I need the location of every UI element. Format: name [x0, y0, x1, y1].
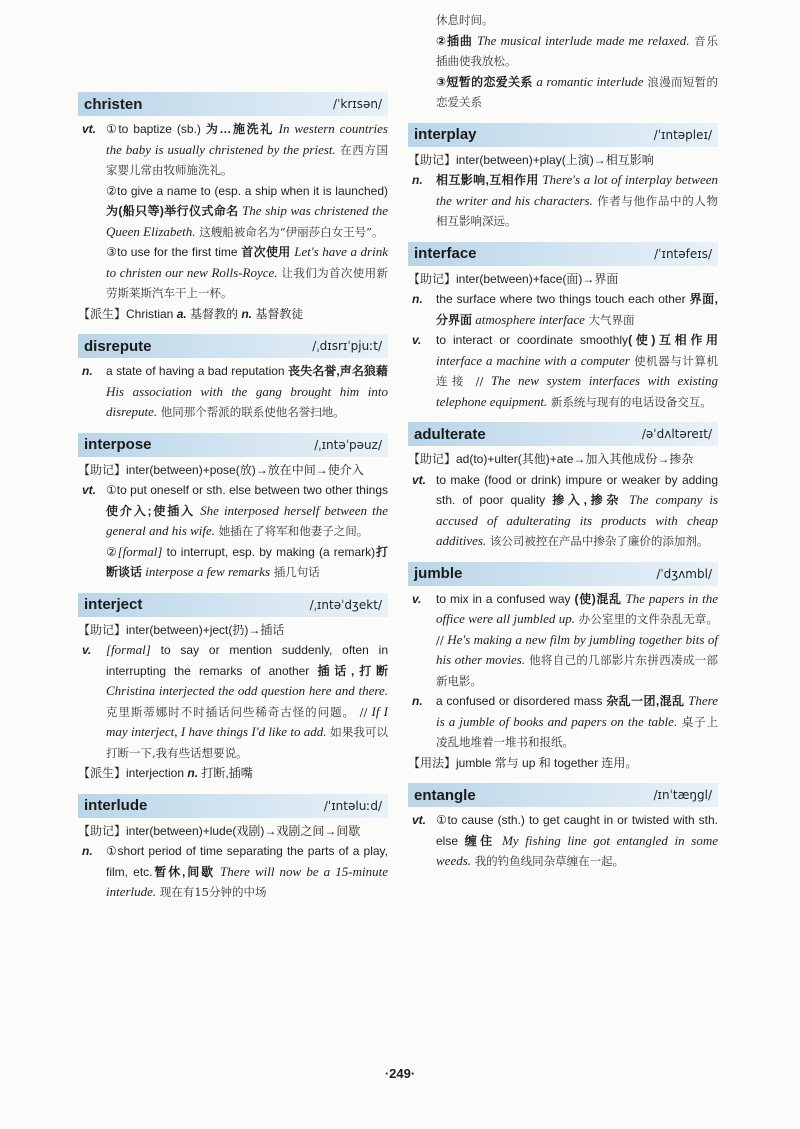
headword: interject	[84, 596, 143, 613]
definition-text: 这艘船被命名为“伊丽莎白女王号”。	[195, 224, 384, 239]
definition-text: a romantic interlude	[532, 73, 644, 89]
definition-para	[106, 480, 388, 542]
entry-adulterate	[408, 422, 718, 552]
definition-para	[106, 361, 388, 423]
note-text: 基督教徒	[252, 306, 304, 321]
headword: interpose	[84, 436, 152, 453]
definition-para	[106, 242, 388, 304]
note-text: 【助记】inter(between)+ject(扔)→插话	[78, 622, 285, 637]
headword-bar	[408, 422, 718, 446]
note-text: a.	[176, 306, 187, 321]
definition-text: ②插曲	[436, 33, 473, 48]
definition-text: There will now be a 15-minute interlude.	[106, 863, 388, 899]
definition-text: 暂休,间歇	[152, 864, 215, 879]
headword: christen	[84, 95, 143, 113]
note-text: 【助记】ad(to)+ulter(其他)+ate→加入其他成份→掺杂	[408, 452, 694, 466]
definition-text: to mix in a confused way	[436, 591, 575, 606]
definition-para	[436, 330, 718, 412]
definition-text: 插几句话	[270, 565, 320, 579]
definition-text: He's making a new film by jumbling together bits of his other movies.	[436, 631, 718, 667]
note-text: 【助记】inter(between)+lude(戏剧)→戏剧之间→间歇	[78, 823, 361, 838]
entry-interplay	[408, 123, 718, 232]
definition-text: a state of having a bad reputation	[106, 364, 289, 378]
part-of-speech: vt.	[412, 472, 427, 487]
definition-text: 插话,打断	[317, 663, 388, 678]
note-line	[78, 821, 388, 842]
note-line	[408, 269, 718, 290]
definition-text: The musical interlude made me relaxed.	[472, 32, 690, 48]
entry-jumble	[408, 562, 718, 774]
definition-text: 首次使用	[241, 245, 291, 259]
note-line	[78, 304, 388, 325]
entry-interlude	[78, 794, 388, 903]
definition-text: ①short period of time separating the parts of a play, film, etc.	[106, 844, 388, 879]
note-line	[78, 763, 388, 784]
definition-para	[436, 589, 718, 692]
entry-entangle	[408, 783, 718, 872]
definition-text: 浪漫而短暂的恋爱关系	[436, 74, 718, 109]
definition	[436, 330, 718, 412]
definition	[436, 470, 718, 552]
continued-entry	[408, 10, 718, 113]
headword-bar	[78, 433, 388, 457]
definition	[106, 841, 388, 903]
headword-bar	[408, 123, 718, 147]
definition-text: 现在有15分钟的中场	[156, 885, 267, 899]
sense	[78, 480, 388, 583]
definition	[436, 289, 718, 330]
definition-para	[436, 691, 718, 753]
sense	[78, 361, 388, 423]
sense	[408, 589, 718, 692]
part-of-speech: v.	[412, 333, 422, 347]
definition	[436, 691, 718, 753]
definition-text: 他将自己的几部影片东拼西凑成一部新电影。	[436, 653, 719, 688]
definition-text: The company is accused of adulterating its products with cheap additives.	[436, 492, 718, 548]
definition-text: 他同那个帮派的联系使他名誉扫地。	[157, 405, 345, 419]
definition-text: (使)互相作用	[628, 333, 719, 347]
phonetic: /ˌɪntəˈdʒekt/	[309, 597, 382, 612]
definition-para	[436, 10, 718, 31]
definition-text: [formal]	[106, 642, 151, 657]
definition-text: (使)混乱	[574, 591, 622, 606]
note-line	[408, 753, 718, 774]
definition-text: There is a jumble of books and papers on the table.	[436, 693, 718, 729]
definition	[436, 810, 718, 872]
definition-text: ①to cause (sth.) to get caught in or twisted with sth. else	[436, 813, 718, 848]
sense	[408, 289, 718, 330]
part-of-speech: v.	[412, 591, 422, 606]
note-text: 【派生】interjection	[78, 766, 188, 780]
sense	[408, 470, 718, 552]
sense	[408, 330, 718, 412]
definition-text: There's a lot of interplay between the writer and his characters.	[436, 172, 718, 208]
definition-para	[106, 640, 388, 763]
phonetic: /ˈɪntəpleɪ/	[653, 127, 712, 142]
definition-text: 丧失名誉,声名狼藉	[288, 364, 388, 378]
entry-interject	[78, 593, 388, 784]
definition-text: 杂乱一团,混乱	[606, 694, 685, 708]
definition-text: 桌子上凌乱地堆着一堆书和报纸。	[436, 714, 719, 749]
definition-text: 如果我可以打断一下,我有些话想要说。	[106, 725, 388, 760]
note-text: n.	[241, 306, 253, 321]
definition-text: interpose a few remarks	[142, 564, 271, 579]
definition-para	[106, 542, 388, 583]
definition-text: 在西方国家婴儿常由牧师施洗礼。	[106, 142, 388, 177]
note-text: 基督教的	[186, 306, 242, 321]
note-line	[78, 620, 388, 641]
note-text: 【用法】jumble 常与 up 和 together 连用。	[408, 755, 638, 770]
note-text: 【助记】inter(between)+pose(放)→放在中间→使介入	[78, 462, 364, 477]
definition	[106, 119, 388, 304]
definition-text: 为…施洗礼	[205, 122, 274, 136]
sense	[408, 810, 718, 872]
phonetic: /ˈkrɪsən/	[333, 97, 382, 111]
headword-bar	[408, 242, 718, 266]
definition-text: 该公司被控在产品中掺杂了廉价的添加剂。	[486, 534, 709, 548]
part-of-speech-spacer	[408, 10, 436, 113]
definition-text: ③短暂的恋爱关系	[436, 74, 533, 89]
definition-para	[106, 181, 388, 243]
note-line	[408, 449, 718, 470]
definition-para	[436, 289, 718, 330]
headword-bar	[78, 334, 388, 358]
definition-para	[436, 72, 718, 113]
note-text: 打断,插嘴	[198, 766, 253, 780]
headword: jumble	[414, 565, 463, 582]
definition-text: Christina interjected the odd question here and there.	[106, 683, 388, 698]
note-text: n.	[187, 766, 199, 780]
definition-text: ②	[106, 544, 118, 559]
definition-text: the surface where two things touch each other	[436, 292, 690, 306]
definition-text: If I may interject, I have things I'd like to add.	[106, 703, 388, 739]
headword-bar	[408, 783, 718, 807]
definition-text: ②to give a name to (esp. a ship when it is launched)	[106, 183, 388, 198]
definition-text: His association with the gang brought him into disrepute.	[106, 383, 388, 419]
headword: interface	[414, 245, 477, 262]
phonetic: /ˈɪntəluːd/	[323, 798, 382, 813]
page-number: ·249·	[384, 1066, 416, 1081]
definition-text: 新系统与现有的电话设备交互。	[547, 394, 712, 409]
definition-text: The papers in the office were all jumbled up.	[436, 590, 718, 626]
definition-text: a confused or disordered mass	[436, 694, 607, 708]
entry-christen	[78, 92, 388, 324]
sense	[78, 841, 388, 903]
definition-text: ③to use for the first time	[106, 245, 242, 259]
entry-interface	[408, 242, 718, 413]
phonetic: /ˈɪntəfeɪs/	[654, 246, 712, 261]
definition-para	[106, 841, 388, 903]
definition-text: Let's have a drink to christen our new Rolls-Royce.	[106, 244, 388, 280]
phonetic: /ˌdɪsrɪˈpjuːt/	[312, 339, 382, 353]
definition-text: 克里斯蒂娜时不时插话问些稀奇古怪的问题。 //	[106, 704, 368, 719]
phonetic: /əˈdʌltəreɪt/	[641, 427, 712, 441]
definition	[106, 640, 388, 763]
definition	[436, 170, 718, 232]
sense	[78, 119, 388, 304]
sense	[78, 640, 388, 763]
definition-text: 休息时间。	[436, 13, 494, 27]
part-of-speech: n.	[82, 364, 93, 378]
definition	[106, 361, 388, 423]
headword: disrepute	[84, 337, 152, 355]
definition-text: [formal]	[117, 543, 163, 559]
definition-text: ①to baptize (sb.)	[106, 122, 206, 136]
part-of-speech: n.	[412, 292, 423, 306]
definition-text: My fishing line got entangled in some weeds.	[436, 832, 718, 868]
definition-text: 相互影响,互相作用	[436, 173, 539, 187]
definition-para	[436, 470, 718, 552]
definition-text: 她插在了将军和他妻子之间。	[215, 524, 369, 538]
sense	[408, 691, 718, 753]
definition-text: 使介入;使插入	[106, 503, 195, 518]
definition-para	[106, 119, 388, 181]
definition-text: The ship was christened the Queen Elizabeth.	[106, 203, 388, 239]
definition-text: to make (food or drink) impure or weaker by adding sth. of poor quality	[436, 472, 718, 507]
definition-text: 我的钓鱼线同杂草缠在一起。	[471, 854, 625, 868]
definition-text: She interposed herself between the general and his wife.	[106, 502, 388, 538]
part-of-speech: n.	[412, 694, 423, 708]
part-of-speech: n.	[412, 173, 423, 187]
headword-bar	[78, 794, 388, 818]
entry-disrepute	[78, 334, 388, 423]
sense	[408, 10, 718, 113]
phonetic: /ɪnˈtæŋgl/	[653, 788, 712, 802]
entry-interpose	[78, 433, 388, 583]
note-text: 【助记】inter(between)+face(面)→界面	[408, 271, 619, 286]
note-line	[408, 150, 718, 171]
definition	[436, 10, 718, 113]
part-of-speech: vt.	[412, 813, 427, 827]
definition-text: to interrupt, esp. by making (a remark)	[162, 544, 376, 559]
definition-text: 音乐插曲使我放松。	[436, 33, 718, 68]
left-column	[78, 92, 388, 913]
headword-bar	[78, 593, 388, 617]
definition-text: atmosphere interface	[472, 311, 585, 327]
definition-text: to say or mention suddenly, often in interrupting the remarks of another	[106, 643, 388, 678]
headword: entangle	[414, 786, 476, 804]
definition-text: ①to put oneself or sth. else between two other things	[106, 483, 388, 497]
definition-text: to interact or coordinate smoothly	[436, 333, 629, 347]
part-of-speech: n.	[82, 844, 93, 858]
note-line	[78, 460, 388, 481]
sense	[408, 170, 718, 232]
headword: interplay	[414, 126, 477, 143]
definition-text: 大气界面	[584, 312, 635, 327]
part-of-speech: vt.	[82, 483, 97, 497]
definition-text: interface a machine with a computer	[436, 352, 630, 368]
headword: interlude	[84, 797, 148, 814]
headword-bar	[408, 562, 718, 586]
definition-text: 缠住	[464, 833, 496, 848]
definition-text: The new system interfaces with existing telephone equipment.	[436, 373, 718, 409]
definition-text: In western countries the baby is usually christened by the priest.	[106, 121, 388, 157]
definition-text: 让我们为首次使用新劳斯莱斯汽车干上一杯。	[106, 265, 388, 300]
phonetic: /ˈdʒʌmbl/	[656, 566, 712, 581]
headword: adulterate	[414, 425, 486, 443]
definition-text: 作者与他作品中的人物相互影响深远。	[436, 193, 719, 228]
phonetic: /ˌɪntəˈpəuz/	[314, 437, 382, 452]
definition-text: 掺入,掺杂	[552, 493, 623, 507]
right-column	[408, 13, 719, 882]
definition-text: 为(船只等)举行仪式命名	[106, 204, 239, 218]
part-of-speech: v.	[82, 643, 92, 657]
definition-para	[436, 31, 718, 72]
note-text: 【助记】inter(between)+play(上演)→相互影响	[408, 152, 654, 167]
definition-para	[436, 810, 718, 872]
definition-text: 使机器与计算机连接 //	[436, 353, 718, 388]
definition-text: 打断谈话	[106, 544, 388, 579]
definition	[436, 589, 718, 692]
definition-para	[436, 170, 718, 232]
definition-text: 界面,分界面	[436, 292, 719, 327]
headword-bar	[78, 92, 388, 116]
part-of-speech: vt.	[82, 122, 97, 136]
definition	[106, 480, 388, 583]
note-text: 【派生】Christian	[78, 306, 177, 321]
definition-text: 办公室里的文件杂乱无章。 //	[436, 612, 718, 647]
